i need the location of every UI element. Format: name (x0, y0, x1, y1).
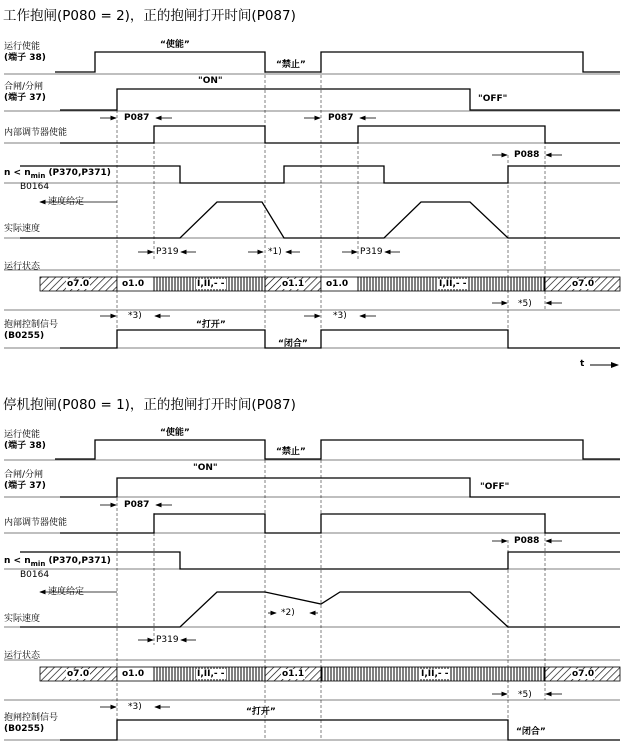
d1-state-o70-b: o7.0 (572, 279, 595, 289)
d2-p319: P319 (156, 635, 179, 645)
diagram1-title: 工作抱闸(P080 = 2)，正的抱闸打开时间(P087) (3, 8, 296, 24)
d1-state-o70-a: o7.0 (67, 279, 90, 289)
d1-state-o11: o1.1 (282, 279, 305, 289)
d1-label-internal-ctrl: 内部调节器使能 (4, 128, 68, 138)
d1-t-axis: t (580, 359, 585, 369)
d2-p087: P087 (124, 500, 150, 510)
d1-forbid-text: “禁止” (276, 60, 306, 70)
d2-note3: *3) (128, 702, 142, 712)
d1-label-run-state: 运行状态 (4, 262, 41, 272)
d1-p087-b: P087 (328, 113, 354, 123)
d1-close-text: “闭合” (278, 339, 308, 349)
d2-state-o11: o1.1 (282, 669, 305, 679)
d2-state-run-a: I,II,- - (197, 669, 225, 679)
d1-state-o10-a: o1.0 (122, 279, 145, 289)
d2-state-o70-a: o7.0 (67, 669, 90, 679)
d2-label-run-state: 运行状态 (4, 651, 41, 661)
d2-off-text: "OFF" (480, 482, 510, 492)
d2-label-internal-ctrl: 内部调节器使能 (4, 518, 68, 528)
d1-label-b0255: (B0255) (4, 331, 45, 341)
d1-state-o10-b: o1.0 (326, 279, 349, 289)
d2-on-text: "ON" (193, 463, 218, 473)
diagram2-title: 停机抱闸(P080 = 1)，正的抱闸打开时间(P087) (3, 397, 296, 413)
d2-state-o10: o1.0 (122, 669, 145, 679)
d1-state-run-b: I,II,- - (439, 279, 467, 289)
d1-on-text: "ON" (198, 76, 223, 86)
d1-note1: *1) (268, 247, 282, 257)
d1-label-terminal38: (端子 38) (4, 53, 46, 63)
d2-state-o70-b: o7.0 (572, 669, 595, 679)
d1-label-b0164: B0164 (20, 182, 50, 192)
d1-off-text: "OFF" (478, 94, 508, 104)
d2-label-actual-speed: 实际速度 (4, 614, 41, 624)
d2-open-text: “打开” (246, 707, 276, 717)
d2-label-terminal38: (端子 38) (4, 441, 46, 451)
d2-label-close-open: 合闸/分闸 (4, 470, 44, 480)
d1-open-text: “打开” (196, 320, 226, 330)
d2-enable-text: “使能” (160, 428, 190, 438)
d1-label-actual-speed: 实际速度 (4, 224, 41, 234)
d1-label-close-open: 合闸/分闸 (4, 82, 44, 92)
d2-label-b0255: (B0255) (4, 724, 45, 734)
d1-p319-b: P319 (360, 247, 383, 257)
d1-p087-a: P087 (124, 113, 150, 123)
d2-label-run-enable: 运行使能 (4, 430, 41, 440)
d1-note3-a: *3) (128, 311, 142, 321)
d1-label-speed-setpoint: 速度给定 (48, 197, 85, 207)
d1-label-n-min: $n < n_{min}$ (P370,P371) (4, 168, 111, 180)
d2-label-b0164: B0164 (20, 570, 50, 580)
d1-label-brake-signal: 抱闸控制信号 (4, 320, 59, 330)
d2-forbid-text: “禁止” (276, 447, 306, 457)
d1-note3-b: *3) (333, 311, 347, 321)
d1-p088: P088 (514, 150, 540, 160)
d2-p088: P088 (514, 536, 540, 546)
d2-note2: *2) (281, 608, 295, 618)
d2-label-brake-signal: 抱闸控制信号 (4, 713, 59, 723)
d2-label-terminal37: (端子 37) (4, 481, 46, 491)
d2-close-text: “闭合” (516, 727, 546, 737)
d2-label-n-min: $n < n_{min}$ (P370,P371) (4, 556, 111, 568)
d1-note5: *5) (518, 299, 532, 309)
d1-label-run-enable: 运行使能 (4, 42, 41, 52)
d1-enable-text: “使能” (160, 40, 190, 50)
d2-state-run-b: I,II,- - (421, 669, 449, 679)
d2-note5: *5) (518, 690, 532, 700)
d1-state-run-a: I,II,- - (197, 279, 225, 289)
d1-label-terminal37: (端子 37) (4, 93, 46, 103)
d1-p319-a: P319 (156, 247, 179, 257)
d2-label-speed-setpoint: 速度给定 (48, 587, 85, 597)
